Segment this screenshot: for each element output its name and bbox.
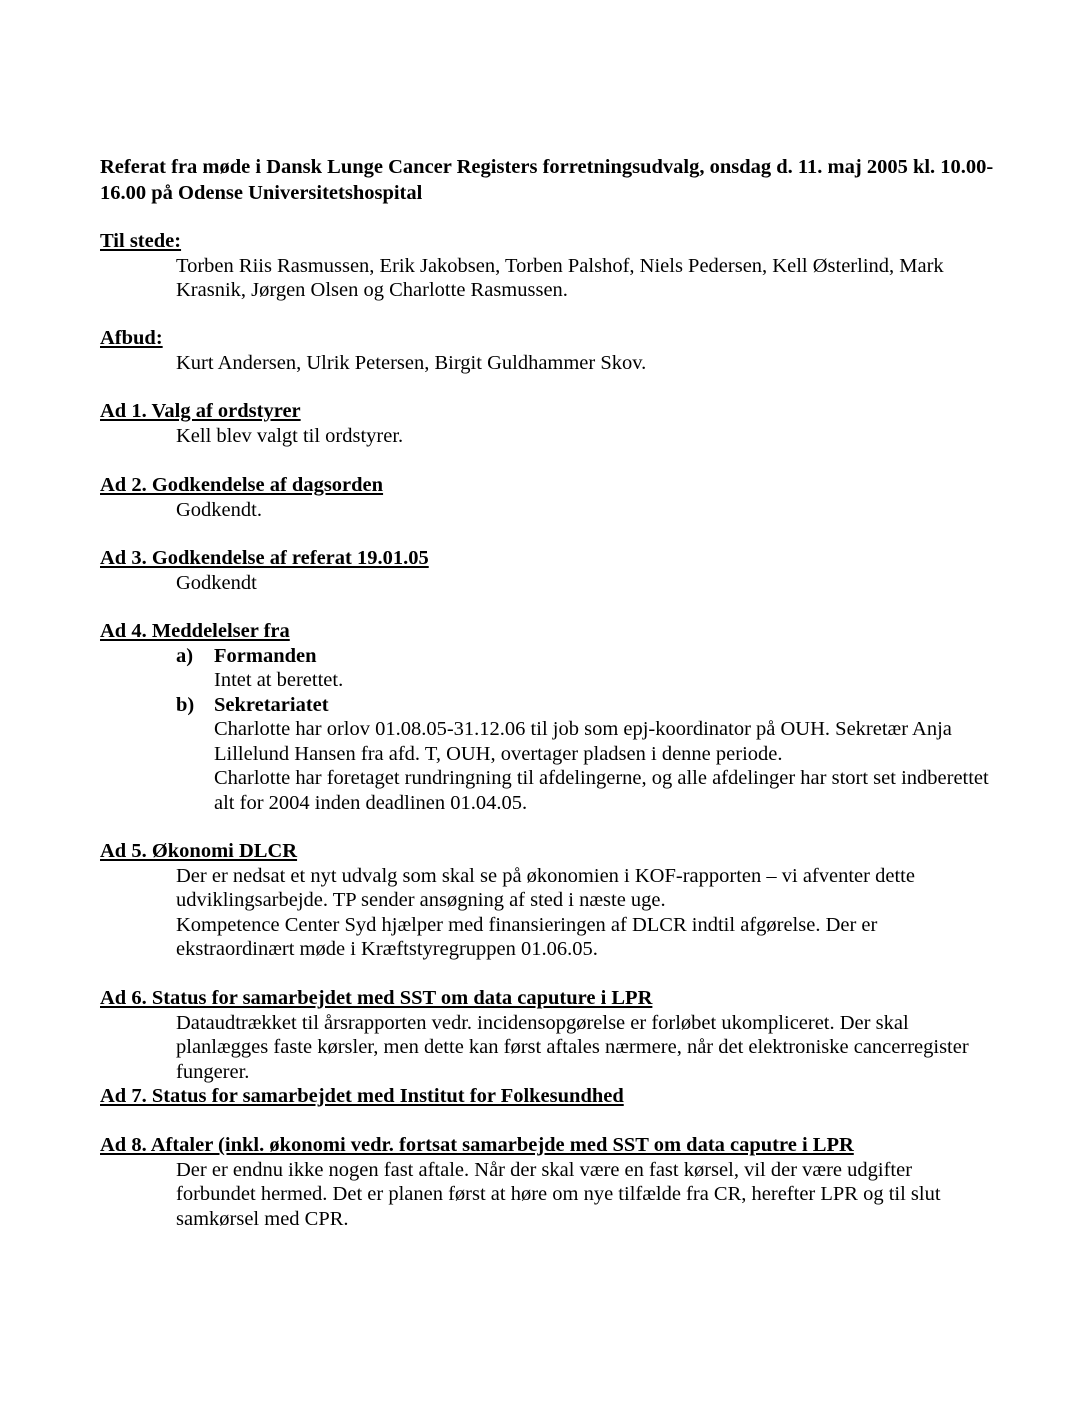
section-item-3	[100, 546, 1000, 595]
section-heading-item-7: Ad 7. Status for samarbejdet med Institut for Folkesundhed	[100, 1085, 624, 1107]
section-item-5	[100, 839, 1000, 962]
section-text-item-3: Godkendt	[176, 571, 257, 594]
section-heading-item-3: Ad 3. Godkendelse af referat 19.01.05	[100, 547, 429, 569]
sub-item-marker: b)	[176, 693, 195, 716]
section-paragraph: Kompetence Center Syd hjælper med finansieringen af DLCR indtil afgørelse. Der er ekstraordinært møde i Kræftstyregruppen 01.06.05.	[176, 913, 878, 960]
section-heading-absent: Afbud:	[100, 327, 163, 349]
absent-list: Kurt Andersen, Ulrik Petersen, Birgit Guldhammer Skov.	[176, 351, 647, 374]
section-heading-item-6: Ad 6. Status for samarbejdet med SST om data caputure i LPR	[100, 987, 653, 1009]
section-present	[100, 229, 1000, 303]
section-heading-item-2: Ad 2. Godkendelse af dagsorden	[100, 474, 384, 496]
section-item-8	[100, 1133, 1000, 1231]
section-item-2	[100, 473, 1000, 522]
document-title: Referat fra møde i Dansk Lunge Cancer Registers forretningsudvalg, onsdag d. 11. maj 2005 kl. 10.00-16.00 på Odense Universitetshospital	[100, 156, 994, 204]
sub-list	[176, 644, 1000, 816]
section-text-item-8: Der er endnu ikke nogen fast aftale. Når der skal være en fast kørsel, vil der være udgifter forbundet hermed. Det er planen først at høre om nye tilfælde fra CR, herefter LPR og til slut samkørsel med CPR.	[176, 1158, 941, 1230]
sub-item-sekretariatet	[176, 693, 1000, 816]
sub-item-title: Sekretariatet	[214, 693, 329, 716]
section-heading-item-1: Ad 1. Valg af ordstyrer	[100, 400, 301, 422]
sub-item-paragraph: Charlotte har orlov 01.08.05-31.12.06 til job som epj-koordinator på OUH. Sekretær Anja Lillelund Hansen fra afd. T, OUH, overtager pladsen i denne periode.	[214, 718, 952, 765]
sub-item-paragraph: Charlotte har foretaget rundringning til afdelingerne, og alle afdelinger har stort set indberettet alt for 2004 inden deadlinen 01.04.05.	[214, 767, 989, 814]
present-attendees: Torben Riis Rasmussen, Erik Jakobsen, Torben Palshof, Niels Pedersen, Kell Østerlind, Mark Krasnik, Jørgen Olsen og Charlotte Rasmussen.	[176, 254, 944, 301]
sub-item-paragraph: Intet at berettet.	[214, 669, 344, 691]
section-heading-present: Til stede:	[100, 230, 182, 252]
section-heading-item-5: Ad 5. Økonomi DLCR	[100, 840, 298, 862]
section-text-item-1: Kell blev valgt til ordstyrer.	[176, 424, 404, 447]
section-item-6	[100, 986, 1000, 1084]
section-text-item-5	[176, 864, 996, 962]
sub-item-marker: a)	[176, 644, 194, 667]
section-item-4	[100, 619, 1000, 815]
section-absent	[100, 326, 1000, 375]
section-heading-item-4: Ad 4. Meddelelser fra	[100, 620, 290, 642]
section-text-item-2: Godkendt.	[176, 498, 262, 521]
section-item-1	[100, 399, 1000, 448]
section-text-item-6: Dataudtrækket til årsrapporten vedr. incidensopgørelse er forløbet ukompliceret. Der skal planlægges faste kørsler, men dette kan først aftales nærmere, når det elektroniske cancerregister fungerer.	[176, 1011, 969, 1083]
section-item-7	[100, 1084, 1000, 1109]
sub-item-title: Formanden	[214, 644, 317, 667]
section-heading-item-8: Ad 8. Aftaler (inkl. økonomi vedr. fortsat samarbejde med SST om data caputre i LPR	[100, 1134, 854, 1156]
section-paragraph: Der er nedsat et nyt udvalg som skal se på økonomien i KOF-rapporten – vi afventer dette udviklingsarbejde. TP sender ansøgning af sted i næste uge.	[176, 864, 915, 911]
sub-item-formanden	[176, 644, 1000, 693]
